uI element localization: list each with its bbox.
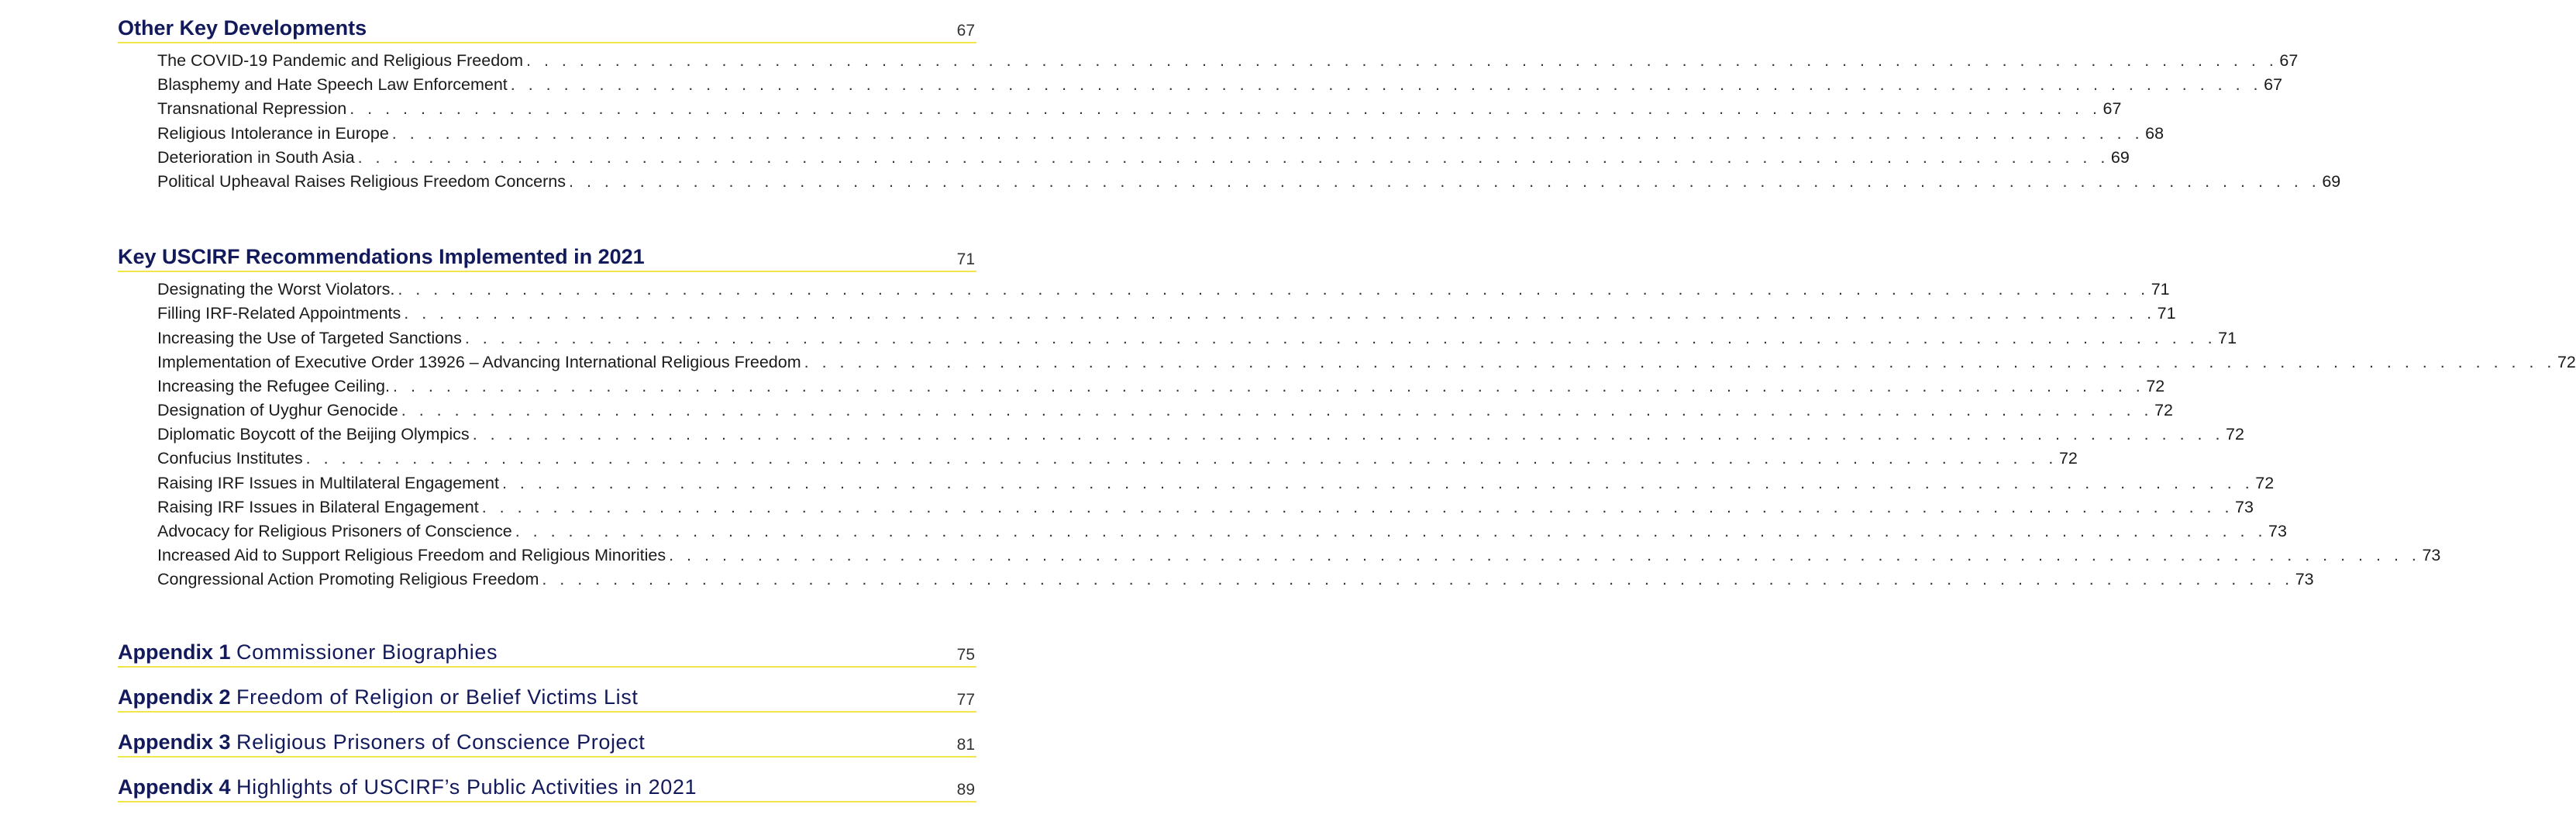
leader-dots: . . . . . . . . . . . . . . . . . . . . . . . . . . . . . . . . . . . . . . . . . . . . . . . . . . . . . . . . . . . . . . . . . . . . . . . . . . . . . . . . . . . . . . . . . . . . . . . . . . .: [569, 171, 2321, 191]
leader-dots: . . . . . . . . . . . . . . . . . . . . . . . . . . . . . . . . . . . . . . . . . . . . . . . . . . . . . . . . . . . . . . . . . . . . . . . . . . . . . . . . . . . . . . . . . . . . . . . . . . .: [526, 51, 2278, 70]
toc-entry[interactable]: [157, 570, 2314, 594]
appendix-page-number: 89: [956, 780, 975, 799]
appendix-title: [118, 685, 638, 709]
toc-entry[interactable]: [157, 546, 2441, 570]
entry-label: Religious Intolerance in Europe: [157, 123, 389, 143]
appendix-page-number: 81: [956, 735, 975, 754]
entry-label: Advocacy for Religious Prisoners of Conscience: [157, 522, 512, 540]
section-page-number: 71: [956, 250, 975, 269]
leader-dots: . . . . . . . . . . . . . . . . . . . . . . . . . . . . . . . . . . . . . . . . . . . . . . . . . . . . . . . . . . . . . . . . . . . . . . . . . . . . . . . . . . . . . . . . . . . . . . . . . . .: [401, 401, 2154, 420]
leader-dots: . . . . . . . . . . . . . . . . . . . . . . . . . . . . . . . . . . . . . . . . . . . . . . . . . . . . . . . . . . . . . . . . . . . . . . . . . . . . . . . . . . . . . . . . . . . . . . . . . . .: [464, 328, 2217, 347]
entry-label: Political Upheaval Raises Religious Freedom Concerns: [157, 171, 566, 191]
entry-page-number: 73: [2422, 546, 2441, 565]
leader-dots: . . . . . . . . . . . . . . . . . . . . . . . . . . . . . . . . . . . . . . . . . . . . . . . . . . . . . . . . . . . . . . . . . . . . . . . . . . . . . . . . . . . . . . . . . . . . . . . . . . .: [404, 304, 2156, 323]
entry-label: Deterioration in South Asia: [157, 147, 355, 167]
toc-entry[interactable]: [157, 401, 2174, 425]
section-entries: [157, 51, 2341, 196]
entry-label: Raising IRF Issues in Multilateral Engagement: [157, 473, 499, 492]
leader-dots: . . . . . . . . . . . . . . . . . . . . . . . . . . . . . . . . . . . . . . . . . . . . . . . . . . . . . . . . . . . . . . . . . . . . . . . . . . . . . . . . . . . . . . . . . . . . . . . . . . .: [357, 147, 2109, 167]
entry-page-number: 71: [2151, 280, 2170, 299]
leader-dots: . . . . . . . . . . . . . . . . . . . . . . . . . . . . . . . . . . . . . . . . . . . . . . . . . . . . . . . . . . . . . . . . . . . . . . . . . . . . . . . . . . . . . . . . . . . . . . . . . . .: [398, 280, 2150, 299]
leader-dots: . . . . . . . . . . . . . . . . . . . . . . . . . . . . . . . . . . . . . . . . . . . . . . . . . . . . . . . . . . . . . . . . . . . . . . . . . . . . . . . . . . . . . . . . . . . . . . . . . . .: [669, 546, 2421, 565]
entry-label: The COVID-19 Pandemic and Religious Freedom: [157, 51, 524, 70]
entry-page-number: 71: [2218, 328, 2237, 347]
toc-entry[interactable]: [157, 99, 2122, 123]
toc-entry[interactable]: [157, 171, 2341, 196]
leader-dots: . . . . . . . . . . . . . . . . . . . . . . . . . . . . . . . . . . . . . . . . . . . . . . . . . . . . . . . . . . . . . . . . . . . . . . . . . . . . . . . . . . . . . . . . . . . . . . . . . . .: [510, 75, 2263, 95]
entry-label: Filling IRF-Related Appointments: [157, 304, 401, 323]
entry-page-number: 69: [2322, 171, 2341, 191]
entry-label: Designating the Worst Violators.: [157, 280, 395, 299]
entry-label: Congressional Action Promoting Religious Freedom: [157, 570, 539, 589]
entry-page-number: 67: [2279, 51, 2299, 70]
appendix-title: [118, 640, 498, 664]
entry-page-number: 72: [2255, 473, 2275, 492]
entry-label: Raising IRF Issues in Bilateral Engagement: [157, 497, 479, 516]
appendix-page-number: 77: [956, 690, 975, 709]
appendix-title: [118, 730, 645, 754]
entry-page-number: 73: [2235, 497, 2254, 516]
leader-dots: . . . . . . . . . . . . . . . . . . . . . . . . . . . . . . . . . . . . . . . . . . . . . . . . . . . . . . . . . . . . . . . . . . . . . . . . . . . . . . . . . . . . . . . . . . . . . . . . . . .: [393, 376, 2145, 395]
toc-entry[interactable]: [157, 304, 2176, 328]
leader-dots: . . . . . . . . . . . . . . . . . . . . . . . . . . . . . . . . . . . . . . . . . . . . . . . . . . . . . . . . . . . . . . . . . . . . . . . . . . . . . . . . . . . . . . . . . . . . . . . . . . .: [515, 522, 2267, 540]
toc-entry[interactable]: [157, 497, 2254, 522]
appendix-number: Appendix 3: [118, 730, 231, 754]
leader-dots: . . . . . . . . . . . . . . . . . . . . . . . . . . . . . . . . . . . . . . . . . . . . . . . . . . . . . . . . . . . . . . . . . . . . . . . . . . . . . . . . . . . . . . . . . . . . . . . . . . .: [501, 473, 2254, 492]
appendix-name: Freedom of Religion or Belief Victims List: [236, 685, 639, 709]
leader-dots: . . . . . . . . . . . . . . . . . . . . . . . . . . . . . . . . . . . . . . . . . . . . . . . . . . . . . . . . . . . . . . . . . . . . . . . . . . . . . . . . . . . . . . . . . . . . . . . . . . .: [804, 352, 2556, 371]
entry-page-number: 68: [2145, 123, 2164, 143]
leader-dots: . . . . . . . . . . . . . . . . . . . . . . . . . . . . . . . . . . . . . . . . . . . . . . . . . . . . . . . . . . . . . . . . . . . . . . . . . . . . . . . . . . . . . . . . . . . . . . . . . . .: [481, 497, 2233, 516]
toc-entry[interactable]: [157, 280, 2170, 304]
entry-label: Increasing the Use of Targeted Sanctions: [157, 328, 462, 347]
section-title: Key USCIRF Recommendations Implemented in 2021: [118, 245, 645, 269]
appendix-4-entry[interactable]: [118, 773, 976, 802]
entry-page-number: 72: [2154, 401, 2174, 420]
section-header-other-key-developments[interactable]: [118, 14, 976, 43]
appendix-title: [118, 775, 697, 799]
leader-dots: . . . . . . . . . . . . . . . . . . . . . . . . . . . . . . . . . . . . . . . . . . . . . . . . . . . . . . . . . . . . . . . . . . . . . . . . . . . . . . . . . . . . . . . . . . . . . . . . . . .: [350, 99, 2102, 119]
entry-page-number: 67: [2264, 75, 2283, 95]
toc-entry[interactable]: [157, 376, 2165, 401]
entry-page-number: 69: [2110, 147, 2130, 167]
section-title: Other Key Developments: [118, 16, 367, 40]
entry-page-number: 73: [2268, 522, 2287, 540]
entry-label: Blasphemy and Hate Speech Law Enforcement: [157, 75, 508, 95]
leader-dots: . . . . . . . . . . . . . . . . . . . . . . . . . . . . . . . . . . . . . . . . . . . . . . . . . . . . . . . . . . . . . . . . . . . . . . . . . . . . . . . . . . . . . . . . . . . . . . . . . . .: [391, 123, 2144, 143]
toc-entry[interactable]: [157, 425, 2244, 449]
toc-entry[interactable]: [157, 147, 2130, 172]
section-header-key-uscirf-recommendations[interactable]: [118, 243, 976, 272]
entry-label: Designation of Uyghur Genocide: [157, 401, 398, 420]
toc-entry[interactable]: [157, 352, 2576, 377]
leader-dots: . . . . . . . . . . . . . . . . . . . . . . . . . . . . . . . . . . . . . . . . . . . . . . . . . . . . . . . . . . . . . . . . . . . . . . . . . . . . . . . . . . . . . . . . . . . . . . . . . . .: [305, 449, 2058, 468]
entry-label: Implementation of Executive Order 13926 – Advancing International Religious Freedom: [157, 352, 801, 371]
appendix-name: Commissioner Biographies: [236, 640, 498, 664]
toc-entry[interactable]: [157, 123, 2164, 148]
section-page-number: 67: [956, 22, 975, 40]
leader-dots: . . . . . . . . . . . . . . . . . . . . . . . . . . . . . . . . . . . . . . . . . . . . . . . . . . . . . . . . . . . . . . . . . . . . . . . . . . . . . . . . . . . . . . . . . . . . . . . . . . .: [472, 425, 2224, 444]
entry-label: Diplomatic Boycott of the Beijing Olympics: [157, 425, 470, 444]
spacer: [118, 196, 976, 243]
entry-page-number: 73: [2295, 570, 2314, 589]
appendix-1-entry[interactable]: [118, 638, 976, 668]
table-of-contents: [118, 14, 2576, 818]
entry-label: Transnational Repression: [157, 99, 347, 119]
entry-page-number: 71: [2157, 304, 2176, 323]
toc-entry[interactable]: [157, 473, 2275, 498]
section-entries: [157, 280, 2576, 594]
appendix-3-entry[interactable]: [118, 728, 976, 758]
appendix-number: Appendix 2: [118, 685, 231, 709]
entry-label: Increasing the Refugee Ceiling.: [157, 376, 390, 395]
entry-page-number: 72: [2058, 449, 2078, 468]
entry-page-number: 72: [2557, 352, 2576, 371]
appendix-name: Religious Prisoners of Conscience Project: [236, 730, 646, 754]
entry-label: Confucius Institutes: [157, 449, 303, 468]
appendix-number: Appendix 4: [118, 775, 231, 799]
appendix-name: Highlights of USCIRF’s Public Activities in 2021: [236, 775, 697, 799]
toc-entry[interactable]: [157, 75, 2283, 99]
leader-dots: . . . . . . . . . . . . . . . . . . . . . . . . . . . . . . . . . . . . . . . . . . . . . . . . . . . . . . . . . . . . . . . . . . . . . . . . . . . . . . . . . . . . . . . . . . . . . . . . . . .: [542, 570, 2294, 589]
appendix-number: Appendix 1: [118, 640, 231, 664]
entry-page-number: 67: [2102, 99, 2122, 119]
appendix-2-entry[interactable]: [118, 683, 976, 713]
toc-entry[interactable]: [157, 51, 2299, 75]
spacer: [118, 595, 976, 638]
toc-entry[interactable]: [157, 328, 2237, 353]
toc-entry[interactable]: [157, 449, 2078, 473]
entry-page-number: 72: [2226, 425, 2244, 444]
appendix-page-number: 75: [956, 645, 975, 664]
entry-page-number: 72: [2146, 376, 2165, 395]
entry-label: Increased Aid to Support Religious Freedom and Religious Minorities: [157, 546, 666, 565]
toc-entry[interactable]: [157, 522, 2287, 546]
